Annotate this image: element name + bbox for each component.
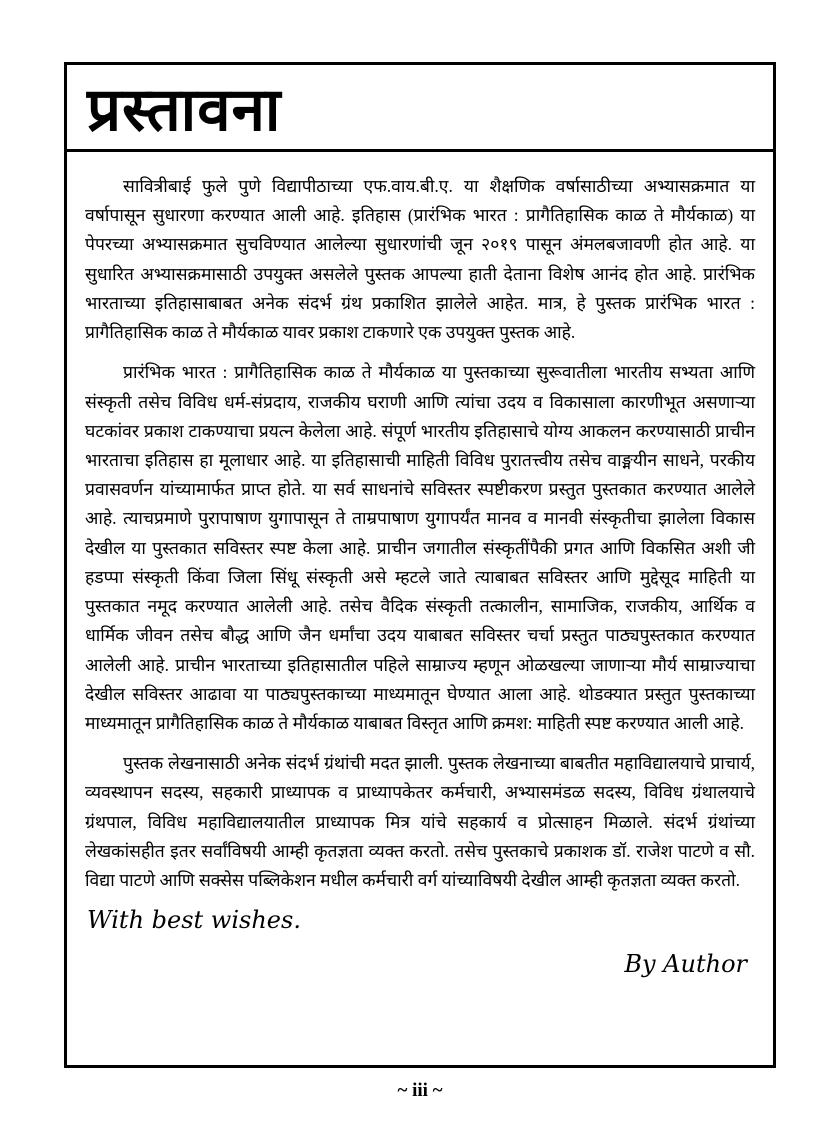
- page-number: ~ iii ~: [397, 1080, 443, 1101]
- closing-wishes: With best wishes.: [87, 906, 301, 935]
- page-title: प्रस्तावना: [87, 75, 282, 145]
- title-divider: [67, 149, 773, 152]
- paragraph-1: सावित्रीबाई फुले पुणे विद्यापीठाच्या एफ.वाय.बी.ए. या शैक्षणिक वर्षासाठीच्या अभ्यासक्रमात या वर्षापासून सुधारणा करण्यात आली आहे. इतिहास (प्रारंभिक भारत : प्रागैतिहासिक काळ ते मौर्यकाळ) या पेपरच्या अभ्यासक्रमात सुचविण्यात आलेल्या सुधारणांची जून २०१९ पासून अंमलबजावणी होत आहे. या सुधारित अभ्यासक्रमासाठी उपयुक्त असलेले पुस्तक आपल्या हाती देताना विशेष आनंद होत आहे. प्रारंभिक भारताच्या इतिहासाबाबत अनेक संदर्भ ग्रंथ प्रकाशित झालेले आहेत. मात्र, हे पुस्तक प्रारंभिक भारत : प्रागैतिहासिक काळ ते मौर्यकाळ यावर प्रकाश टाकणारे एक उपयुक्त पुस्तक आहे.: [85, 176, 755, 343]
- author-signature: By Author: [624, 950, 747, 979]
- paragraph-3: पुस्तक लेखनासाठी अनेक संदर्भ ग्रंथांची मदत झाली. पुस्तक लेखनाच्या बाबतीत महाविद्यालयाचे प्राचार्य, व्यवस्थापन सदस्य, सहकारी प्राध्यापक व प्राध्यापकेतर कर्मचारी, अभ्यासमंडळ सदस्य, विविध ग्रंथालयाचे ग्रंथपाल, विविध महाविद्यालयातील प्राध्यापक मित्र यांचे सहकार्य व प्रोत्साहन मिळाले. संदर्भ ग्रंथांच्या लेखकांसहीत इतर सर्वांविषयी आम्ही कृतज्ञता व्यक्त करतो. तसेच पुस्तकाचे प्रकाशक डॉ. राजेश पाटणे व सौ. विद्या पाटणे आणि सक्सेस पब्लिकेशन मधील कर्मचारी वर्ग यांच्याविषयी देखील आम्ही कृतज्ञता व्यक्त करतो.: [85, 753, 755, 891]
- preface-body: [85, 172, 755, 895]
- page-border-frame: [64, 62, 776, 1068]
- paragraph-2: प्रारंभिक भारत : प्रागैतिहासिक काळ ते मौर्यकाळ या पुस्तकाच्या सुरूवातीला भारतीय सभ्यता आणि संस्कृती तसेच विविध धर्म-संप्रदाय, राजकीय घराणी आणि त्यांचा उदय व विकासाला कारणीभूत असणाऱ्या घटकांवर प्रकाश टाकण्याचा प्रयत्न केलेला आहे. संपूर्ण भारतीय इतिहासाचे योग्य आकलन करण्यासाठी प्राचीन भारताचा इतिहास हा मूलाधार आहे. या इतिहासाची माहिती विविध पुरातत्त्वीय तसेच वाङ्मयीन साधने, परकीय प्रवासवर्णन यांच्यामार्फत प्राप्त होते. या सर्व साधनांचे सविस्तर स्पष्टीकरण प्रस्तुत पुस्तकात करण्यात आलेले आहे. त्याचप्रमाणे पुरापाषाण युगापासून ते ताम्रपाषाण युगापर्यंत मानव व मानवी संस्कृतीचा झालेला विकास देखील या पुस्तकात सविस्तर स्पष्ट केला आहे. प्राचीन जगातील संस्कृतींपैकी प्रगत आणि विकसित अशी जी हडप्पा संस्कृती किंवा जिला सिंधू संस्कृती असे म्हटले जाते त्याबाबत सविस्तर आणि मुद्देसूद माहिती या पुस्तकात नमूद करण्यात आलेली आहे. तसेच वैदिक संस्कृती तत्कालीन, सामाजिक, राजकीय, आर्थिक व धार्मिक जीवन तसेच बौद्ध आणि जैन धर्मांचा उदय याबाबत सविस्तर चर्चा प्रस्तुत पाठ्यपुस्तकात करण्यात आलेली आहे. प्राचीन भारताच्या इतिहासातील पहिले साम्राज्य म्हणून ओळखल्या जाणाऱ्या मौर्य साम्राज्याचा देखील सविस्तर आढावा या पाठ्यपुस्तकाच्या माध्यमातून घेण्यात आला आहे. थोडक्यात प्रस्तुत पुस्तकाच्या माध्यमातून प्रागैतिहासिक काळ ते मौर्यकाळ याबाबत विस्तृत आणि क्रमश: माहिती स्पष्ट करण्यात आली आहे.: [85, 362, 755, 733]
